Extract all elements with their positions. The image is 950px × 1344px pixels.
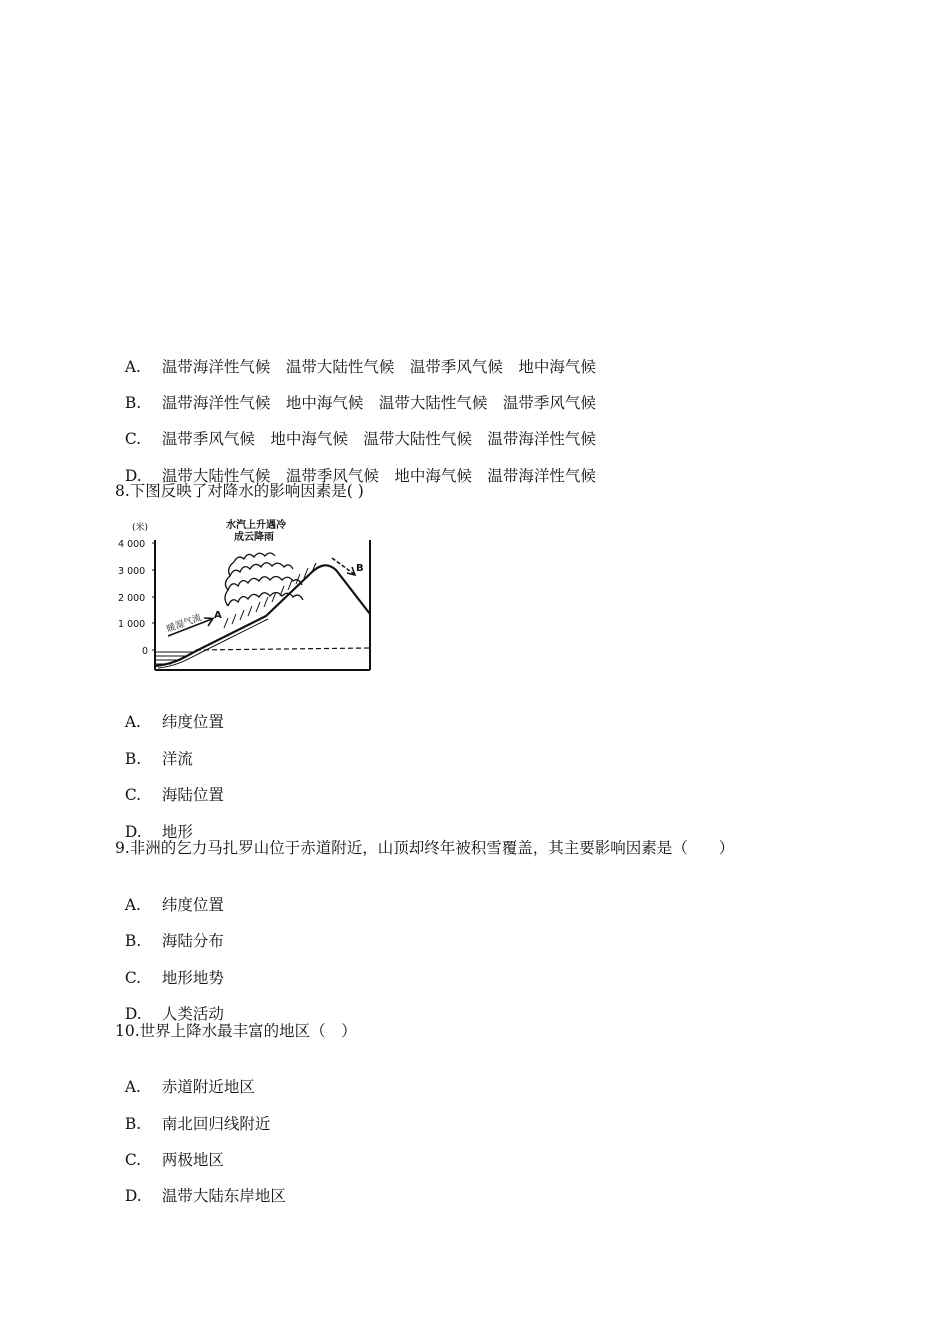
point-a-label: A — [214, 610, 222, 621]
q10-option-b — [115, 1094, 270, 1134]
q10-option-d — [115, 1166, 286, 1206]
option-letter: B. — [124, 394, 142, 412]
option-letter: A. — [124, 896, 141, 914]
option-text: 温带大陆性气候 温带季风气候 地中海气候 温带海洋性气候 — [161, 467, 596, 485]
orographic-rain-diagram — [116, 518, 374, 676]
q9-option-d — [115, 984, 224, 1024]
q8-option-c — [115, 765, 224, 805]
option-text: 温带大陆东岸地区 — [161, 1187, 286, 1205]
y-tick-label: 3 000 — [118, 566, 146, 577]
option-text: 温带海洋性气候 地中海气候 温带大陆性气候 温带季风气候 — [161, 394, 596, 412]
option-letter: C. — [124, 1151, 142, 1169]
option-text: 地形地势 — [161, 969, 224, 987]
q8-option-b — [115, 729, 193, 769]
option-letter: C. — [124, 430, 142, 448]
airflow-label: 暖湿气流 — [165, 613, 203, 635]
option-text: 纬度位置 — [161, 896, 224, 914]
option-text: 温带季风气候 地中海气候 温带大陆性气候 温带海洋性气候 — [161, 430, 596, 448]
option-letter: C. — [124, 969, 142, 987]
option-letter: B. — [124, 932, 142, 950]
q8-option-a — [115, 692, 224, 732]
y-tick-label: 1 000 — [118, 619, 146, 630]
q10-stem: 10.世界上降水最丰富的地区（ ） — [115, 1022, 357, 1040]
cloud-layers — [225, 553, 303, 606]
option-letter: B. — [124, 1115, 142, 1133]
option-letter: D. — [124, 823, 142, 841]
leeward-arrow — [332, 558, 355, 575]
option-letter: A. — [124, 713, 141, 731]
option-text: 人类活动 — [161, 1005, 224, 1023]
option-text: 纬度位置 — [161, 713, 224, 731]
annotation-top: 水汽上升遇冷 — [226, 520, 286, 531]
option-letter: D. — [124, 1187, 142, 1205]
option-text: 海陆分布 — [161, 932, 224, 950]
option-letter: D. — [124, 467, 142, 485]
y-tick-label: 0 — [142, 646, 149, 657]
option-text: 海陆位置 — [161, 786, 224, 804]
q7-option-b — [115, 373, 596, 413]
option-letter: D. — [124, 1005, 142, 1023]
q9-option-a — [115, 875, 224, 915]
q10-option-c — [115, 1130, 224, 1170]
q9-stem: 9.非洲的乞力马扎罗山位于赤道附近，山顶却终年被积雪覆盖，其主要影响因素是（ ） — [115, 839, 735, 857]
option-text: 温带海洋性气候 温带大陆性气候 温带季风气候 地中海气候 — [161, 358, 596, 376]
option-text: 洋流 — [161, 750, 193, 768]
option-letter: B. — [124, 750, 142, 768]
sea-level-line — [196, 648, 370, 650]
option-text: 地形 — [161, 823, 193, 841]
option-text: 南北回归线附近 — [161, 1115, 271, 1133]
q9-option-c — [115, 948, 224, 988]
q7-option-d — [115, 446, 596, 486]
option-letter: A. — [124, 1078, 141, 1096]
y-unit-label: (米) — [132, 523, 149, 533]
option-text: 两极地区 — [161, 1151, 224, 1169]
q10-option-a — [115, 1057, 255, 1097]
annotation-top2: 成云降雨 — [234, 532, 274, 543]
option-letter: C. — [124, 786, 142, 804]
q7-option-a — [115, 337, 596, 377]
point-b-label: B — [356, 563, 364, 574]
option-letter: A. — [124, 358, 141, 376]
q7-option-c — [115, 409, 596, 449]
q8-option-d — [115, 802, 193, 842]
option-text: 赤道附近地区 — [161, 1078, 255, 1096]
q8-stem: 8.下图反映了对降水的影响因素是( ) — [115, 482, 364, 500]
y-tick-label: 2 000 — [118, 593, 146, 604]
q9-option-b — [115, 911, 224, 951]
y-tick-label: 4 000 — [118, 539, 146, 550]
mountain-profile — [155, 565, 370, 666]
